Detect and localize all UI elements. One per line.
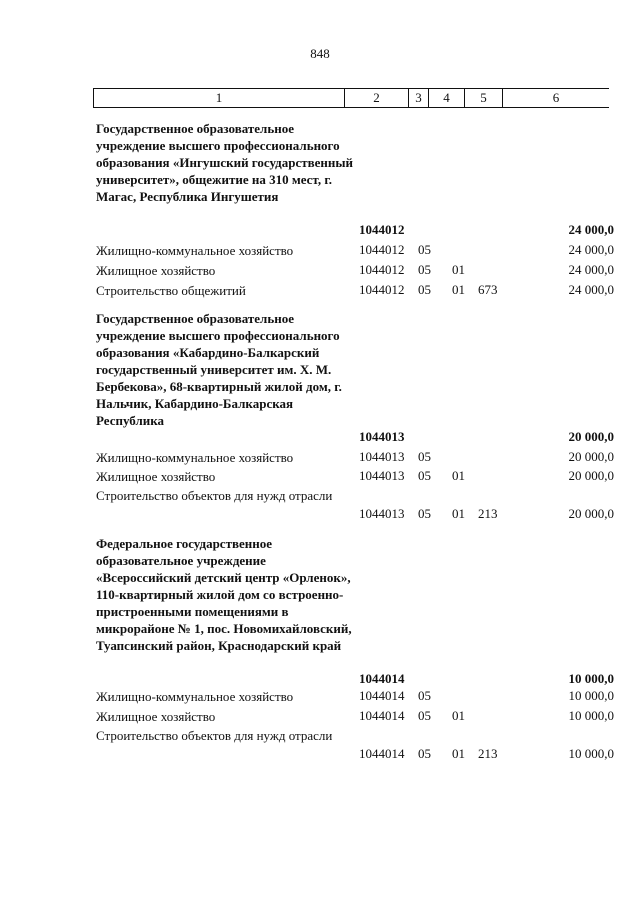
row-amount: 24 000,0: [568, 262, 614, 277]
section-amount: 24 000,0: [568, 222, 614, 237]
row-name: Жилищное хозяйство: [96, 263, 216, 278]
row-section-code: 05: [418, 449, 431, 464]
row-expense-code: 673: [478, 282, 498, 297]
row-expense-code: 213: [478, 506, 498, 521]
row-amount: 20 000,0: [568, 449, 614, 464]
row-subsection-code: 01: [452, 708, 465, 723]
section-amount: 20 000,0: [568, 429, 614, 444]
section-code: 1044013: [359, 429, 405, 444]
row-section-code: 05: [418, 506, 431, 521]
table-header-cell-5: 5: [465, 89, 503, 107]
row-code: 1044013: [359, 449, 405, 464]
section-code: 1044014: [359, 671, 405, 686]
row-subsection-code: 01: [452, 506, 465, 521]
table-header-row: [93, 88, 609, 108]
row-section-code: 05: [418, 242, 431, 257]
section-amount: 10 000,0: [568, 671, 614, 686]
row-section-code: 05: [418, 746, 431, 761]
row-amount: 20 000,0: [568, 506, 614, 521]
row-section-code: 05: [418, 708, 431, 723]
row-name: Строительство объектов для нужд отрасли: [96, 488, 333, 503]
row-code: 1044012: [359, 282, 405, 297]
table-header-cell-1: 1: [94, 89, 345, 107]
row-subsection-code: 01: [452, 262, 465, 277]
row-section-code: 05: [418, 282, 431, 297]
section-title: Государственное образовательное учреждение высшего профессионального образования «Ингушский государственный университет», общежитие на 310 мест, г. Магас, Республика Ингушетия: [96, 121, 354, 204]
row-subsection-code: 01: [452, 746, 465, 761]
row-code: 1044012: [359, 242, 405, 257]
row-name: Жилищно-коммунальное хозяйство: [96, 689, 294, 704]
row-code: 1044013: [359, 468, 405, 483]
row-amount: 20 000,0: [568, 468, 614, 483]
row-name: Жилищно-коммунальное хозяйство: [96, 243, 294, 258]
row-name: Строительство объектов для нужд отрасли: [96, 728, 333, 743]
page-number: 848: [310, 46, 330, 61]
row-amount: 10 000,0: [568, 688, 614, 703]
row-expense-code: 213: [478, 746, 498, 761]
table-header-cell-2: 2: [345, 89, 409, 107]
row-code: 1044014: [359, 746, 405, 761]
row-name: Жилищное хозяйство: [96, 469, 216, 484]
section-title: Государственное образовательное учреждение высшего профессионального образования «Кабардино-Балкарский государственный университет им. Х. М. Бербекова», 68-квартирный жилой дом, г. Нальчик, Кабардино-Балкарская Республика: [96, 311, 342, 428]
row-section-code: 05: [418, 468, 431, 483]
row-code: 1044014: [359, 688, 405, 703]
row-section-code: 05: [418, 262, 431, 277]
section-code: 1044012: [359, 222, 405, 237]
row-subsection-code: 01: [452, 468, 465, 483]
row-code: 1044014: [359, 708, 405, 723]
row-amount: 24 000,0: [568, 242, 614, 257]
row-name: Строительство общежитий: [96, 283, 246, 298]
table-header-cell-4: 4: [429, 89, 465, 107]
table-header-cell-6: 6: [552, 90, 560, 105]
row-amount: 10 000,0: [568, 746, 614, 761]
row-section-code: 05: [418, 688, 431, 703]
row-amount: 24 000,0: [568, 282, 614, 297]
section-title: Федеральное государственное образовательное учреждение «Всероссийский детский центр «Орленок», 110-квартирный жилой дом со встроенно-пристроенными помещениями в микрорайоне № 1, пос. Новомихайловский, Туапсинский район, Краснодарский край: [96, 536, 352, 653]
table-header-cell-3: 3: [409, 89, 429, 107]
row-name: Жилищное хозяйство: [96, 709, 216, 724]
row-amount: 10 000,0: [568, 708, 614, 723]
row-code: 1044013: [359, 506, 405, 521]
row-subsection-code: 01: [452, 282, 465, 297]
row-code: 1044012: [359, 262, 405, 277]
row-name: Жилищно-коммунальное хозяйство: [96, 450, 294, 465]
